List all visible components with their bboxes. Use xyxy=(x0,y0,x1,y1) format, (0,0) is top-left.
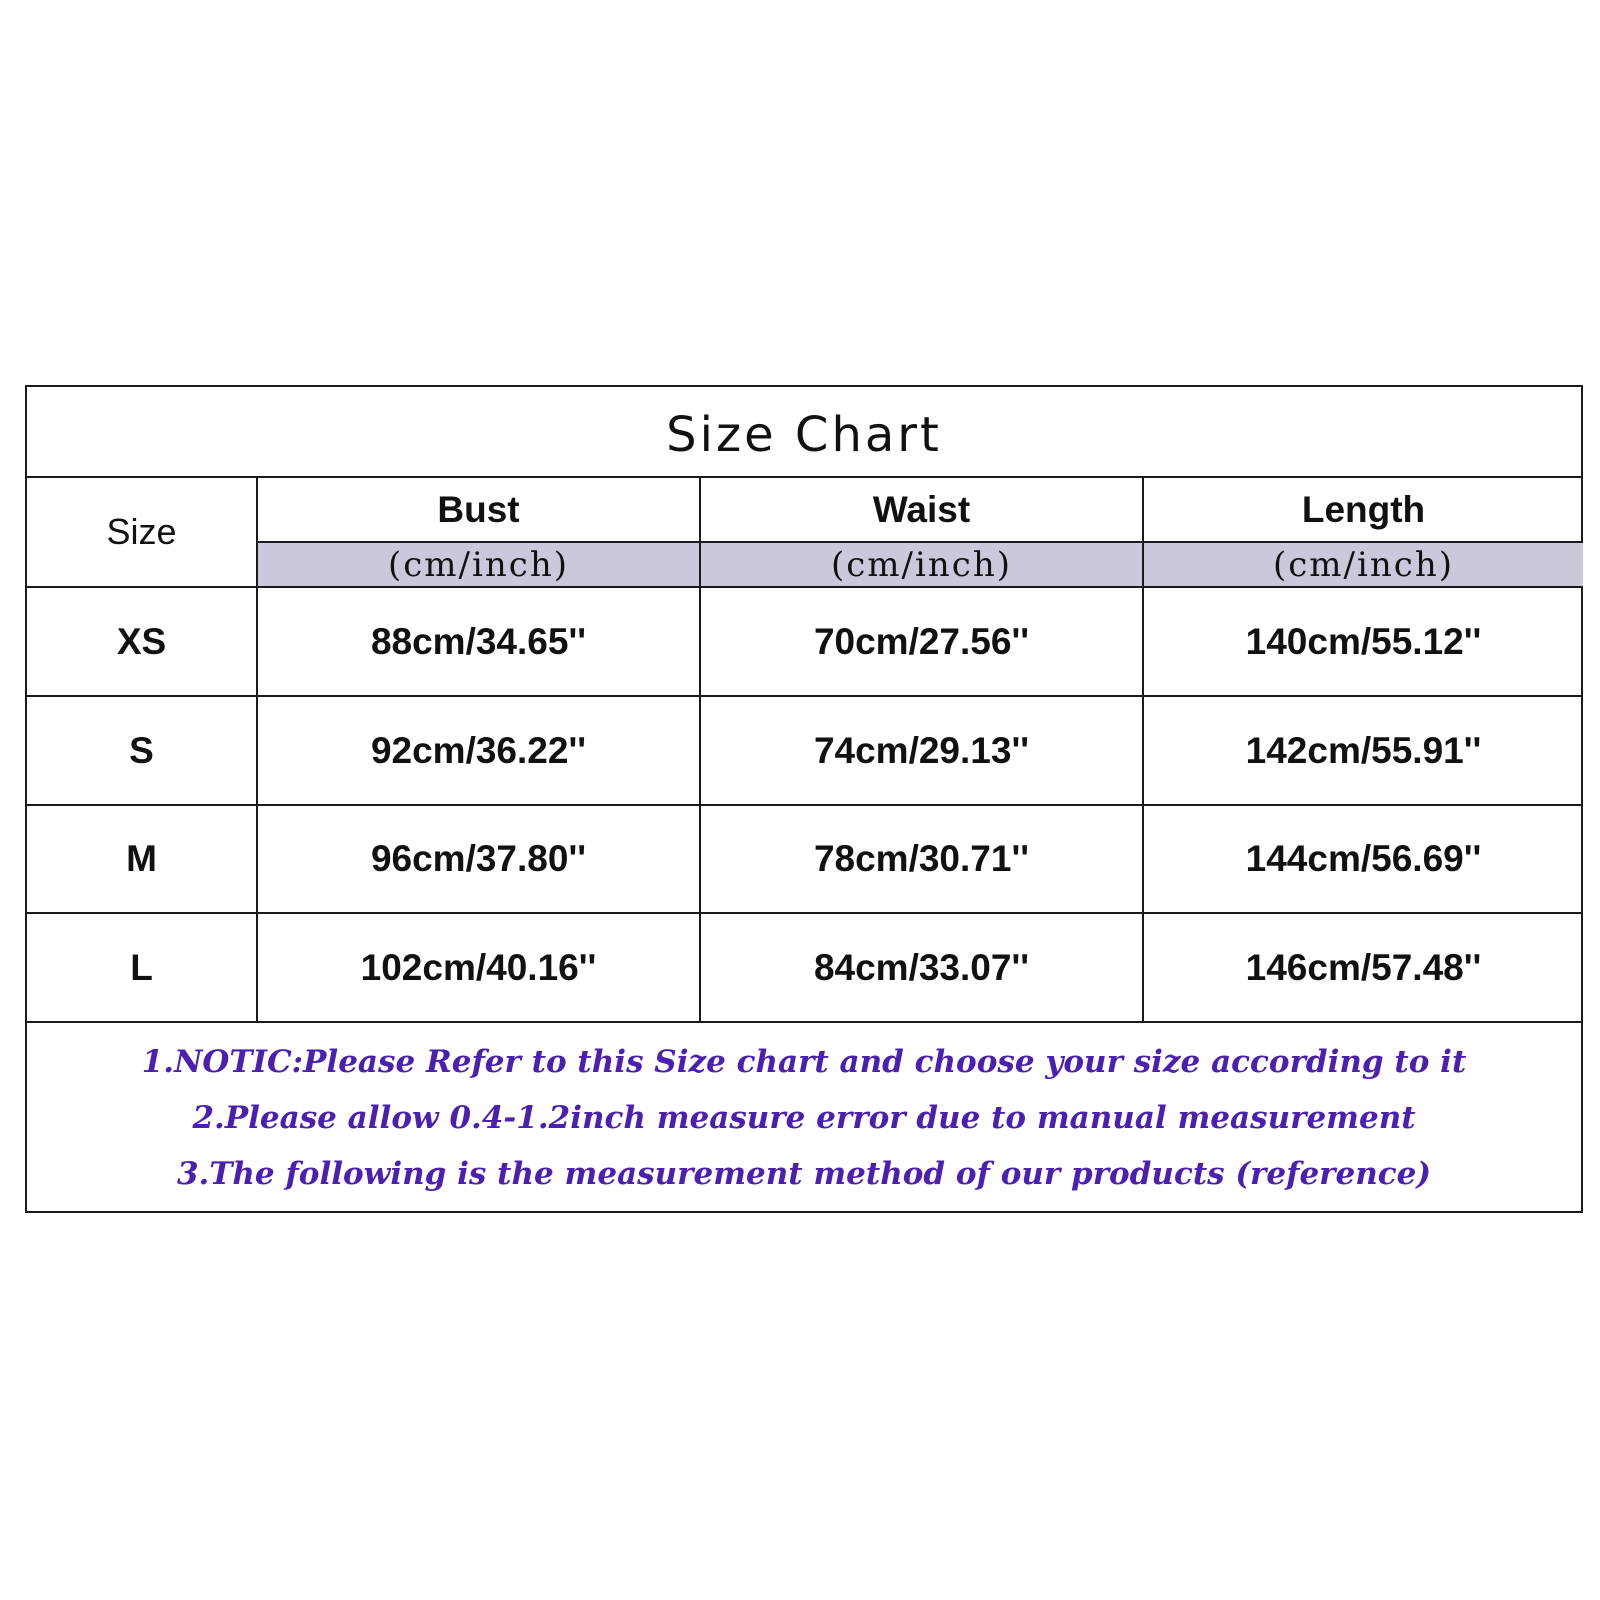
bust-unit-label: (cm/inch) xyxy=(258,543,699,586)
waist-value: 74cm/29.13'' xyxy=(813,729,1030,771)
size-column-header: Size xyxy=(106,511,177,552)
size-chart-table xyxy=(25,385,1583,1213)
bust-value: 88cm/34.65'' xyxy=(370,620,587,662)
note-line: 3.The following is the measurement method of our products (reference) xyxy=(176,1156,1432,1192)
bust-column-header: Bust xyxy=(437,488,520,530)
chart-title: Size Chart xyxy=(666,406,942,463)
size-label: M xyxy=(126,838,157,879)
waist-column-header: Waist xyxy=(872,488,971,530)
length-unit-label: (cm/inch) xyxy=(1144,543,1583,586)
length-value: 144cm/56.69'' xyxy=(1245,838,1482,879)
length-value: 142cm/55.91'' xyxy=(1245,729,1482,771)
waist-value: 84cm/33.07'' xyxy=(813,946,1030,988)
size-label: XS xyxy=(116,620,167,662)
length-value: 140cm/55.12'' xyxy=(1245,620,1482,662)
length-column-header: Length xyxy=(1301,488,1426,530)
note-line: 1.NOTIC:Please Refer to this Size chart and choose your size according to it xyxy=(141,1044,1467,1080)
bust-value: 96cm/37.80'' xyxy=(370,838,587,879)
waist-unit-label: (cm/inch) xyxy=(701,543,1142,586)
waist-value: 70cm/27.56'' xyxy=(813,620,1030,662)
title-row xyxy=(27,387,1581,478)
note-line: 2.Please allow 0.4-1.2inch measure error due to manual measurement xyxy=(192,1100,1416,1136)
size-label: L xyxy=(130,946,153,988)
bust-value: 102cm/40.16'' xyxy=(360,946,597,988)
bust-value: 92cm/36.22'' xyxy=(370,729,587,771)
waist-value: 78cm/30.71'' xyxy=(813,838,1030,879)
size-label: S xyxy=(129,729,154,771)
length-value: 146cm/57.48'' xyxy=(1245,946,1482,988)
notes-section xyxy=(27,1023,1581,1213)
